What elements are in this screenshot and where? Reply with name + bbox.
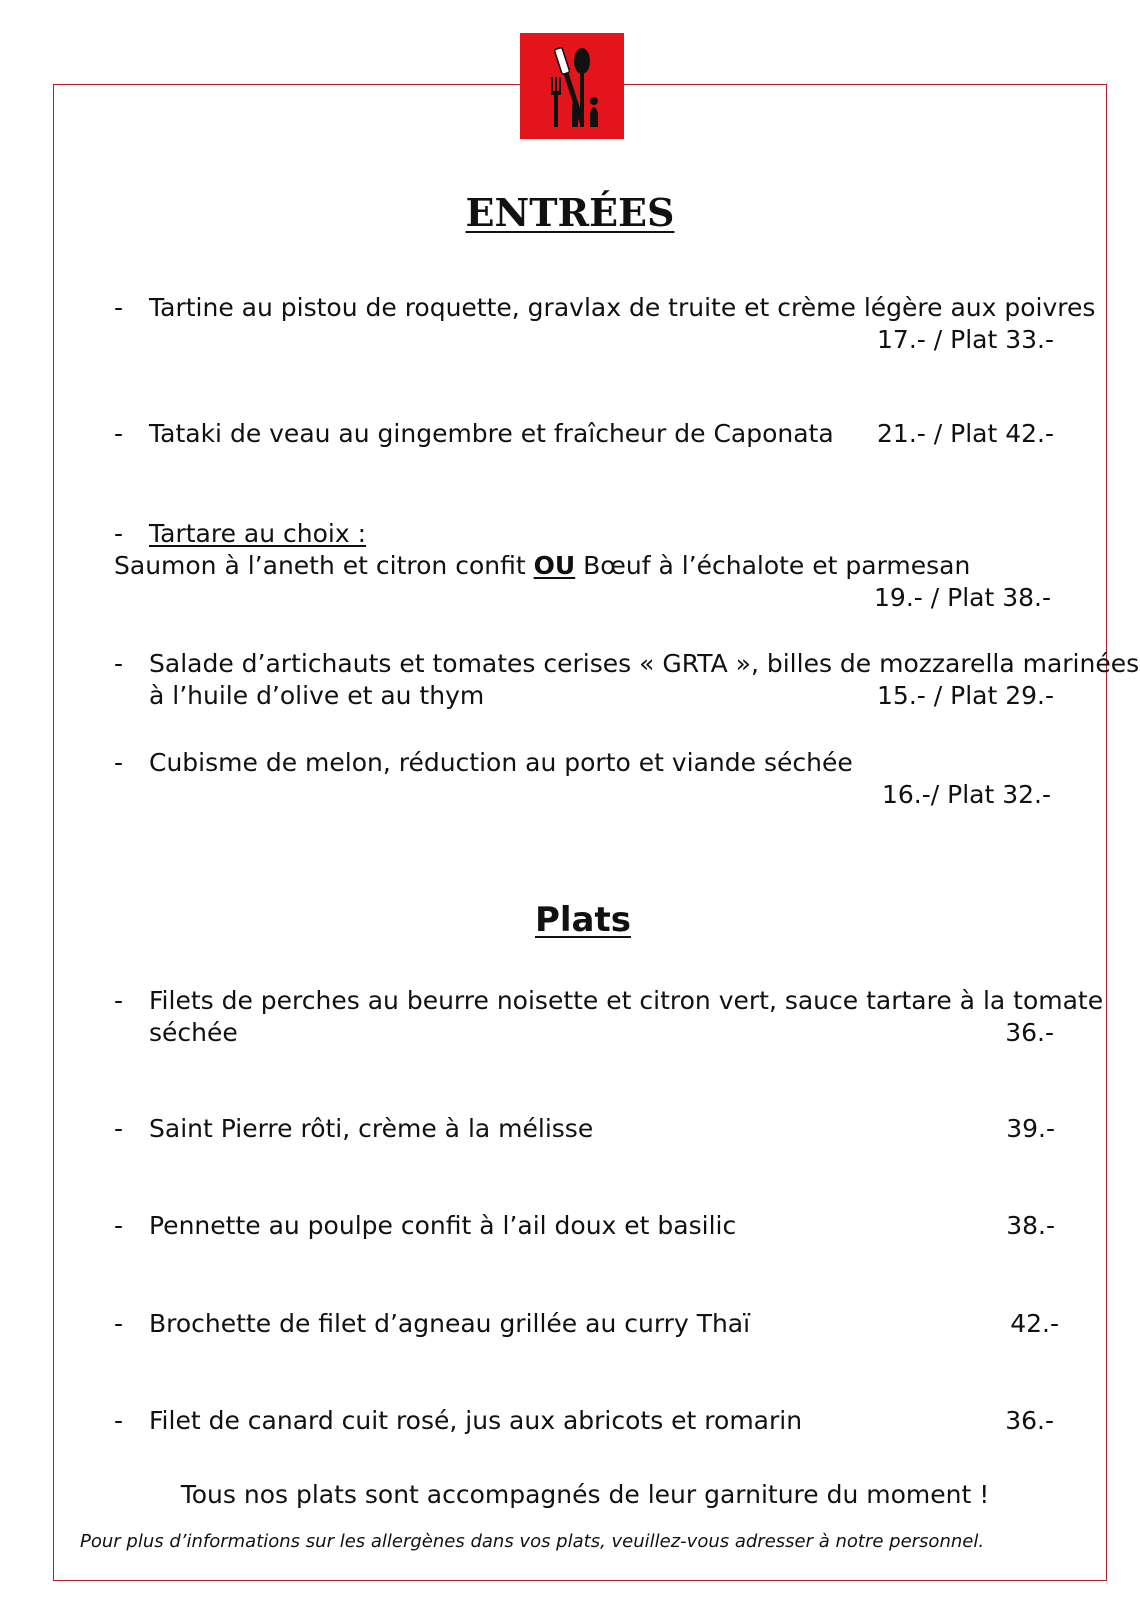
entree-2-name: Tataki de veau au gingembre et fraîcheur de Caponata	[149, 419, 834, 448]
entrees-title: ENTRÉES	[465, 190, 675, 235]
entree-3-price: 19.- / Plat 38.-	[874, 583, 1051, 612]
list-dash: -	[114, 1309, 124, 1338]
entree-3-heading	[149, 518, 366, 550]
plat-1-name: Filets de perches au beurre noisette et citron vert, sauce tartare à la tomate	[149, 986, 1104, 1015]
entree-4-price: 15.- / Plat 29.-	[877, 681, 1054, 710]
plat-4-name: Brochette de filet d’agneau grillée au curry Thaï	[149, 1309, 751, 1338]
entree-1-price: 17.- / Plat 33.-	[877, 325, 1054, 354]
list-dash: -	[114, 1114, 124, 1143]
tartare-connector: OU	[533, 551, 576, 580]
list-dash: -	[114, 419, 124, 448]
plat-1-price: 36.-	[1005, 1018, 1054, 1047]
plat-2-name: Saint Pierre rôti, crème à la mélisse	[149, 1114, 594, 1143]
list-dash: -	[114, 1211, 124, 1240]
plat-2-price: 39.-	[1006, 1114, 1055, 1143]
entree-5-price: 16.-/ Plat 32.-	[881, 780, 1051, 809]
list-dash: -	[114, 293, 124, 322]
tartare-option-a: Saumon à l’aneth et citron confit	[114, 551, 526, 580]
entree-3-options	[114, 550, 970, 582]
plat-5-name: Filet de canard cuit rosé, jus aux abricots et romarin	[149, 1406, 803, 1435]
list-dash: -	[114, 519, 124, 548]
list-dash: -	[114, 649, 124, 678]
list-dash: -	[114, 748, 124, 777]
allergen-note: Pour plus d’informations sur les allergènes dans vos plats, veuillez-vous adresser à notre personnel.	[80, 1531, 985, 1552]
entree-1-name: Tartine au pistou de roquette, gravlax de truite et crème légère aux poivres	[149, 293, 1096, 322]
plat-3-name: Pennette au poulpe confit à l’ail doux et basilic	[149, 1211, 737, 1240]
plat-5-price: 36.-	[1005, 1406, 1054, 1435]
entree-4-name-cont: à l’huile d’olive et au thym	[149, 681, 485, 710]
plat-4-price: 42.-	[1010, 1309, 1059, 1338]
list-dash: -	[114, 986, 124, 1015]
garnish-note: Tous nos plats sont accompagnés de leur garniture du moment !	[180, 1480, 990, 1509]
tartare-option-b: Bœuf à l’échalote et parmesan	[583, 551, 971, 580]
entree-5-name: Cubisme de melon, réduction au porto et viande séchée	[149, 748, 853, 777]
plat-3-price: 38.-	[1006, 1211, 1055, 1240]
entree-2-price: 21.- / Plat 42.-	[877, 419, 1054, 448]
list-dash: -	[114, 1406, 124, 1435]
plats-title: Plats	[534, 900, 631, 940]
cutlery-icon	[520, 33, 624, 139]
plat-1-name-cont: séchée	[149, 1018, 238, 1047]
tartare-heading: Tartare au choix :	[149, 519, 367, 548]
entree-4-name: Salade d’artichauts et tomates cerises « GRTA », billes de mozzarella marinées	[149, 649, 1140, 678]
restaurant-logo	[520, 33, 624, 139]
